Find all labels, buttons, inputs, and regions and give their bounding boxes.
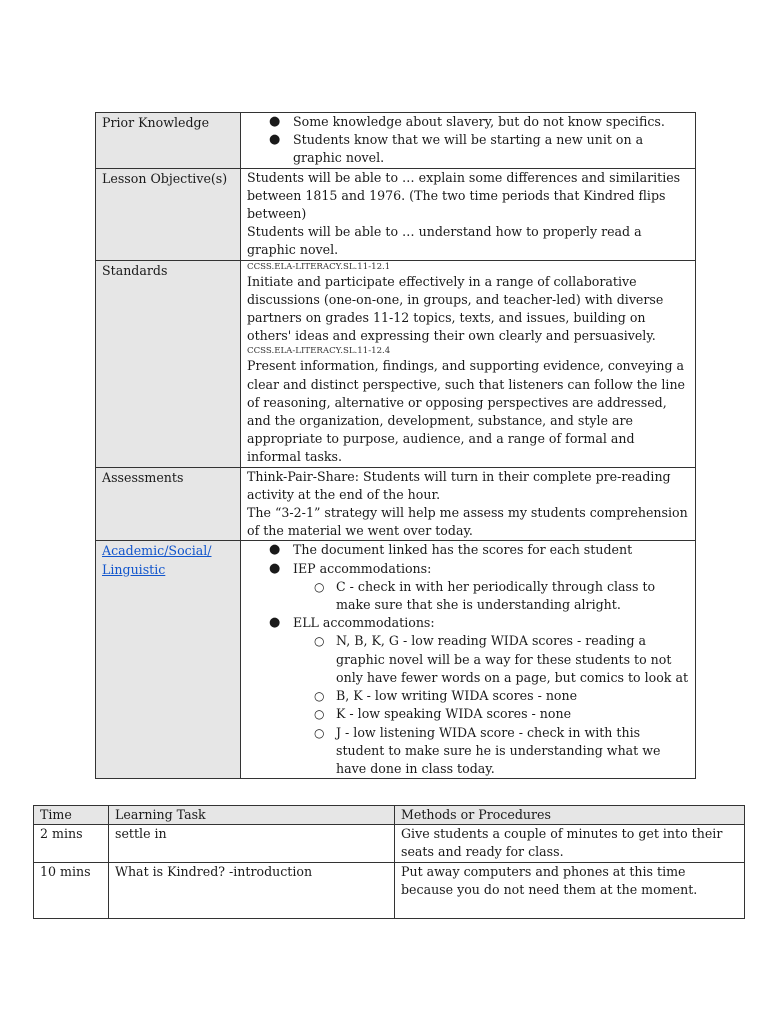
iep-heading: IEP accommodations: xyxy=(293,560,432,576)
table-header-row xyxy=(34,806,745,825)
list-item: ○ J - low listening WIDA score - check in with this student to make sure he is understanding what we have done in class today. xyxy=(336,724,691,779)
prior-knowledge-list xyxy=(247,113,691,168)
ell-sublist xyxy=(293,632,691,778)
learning-tasks-table xyxy=(33,805,745,919)
standard-text: Initiate and participate effectively in a range of collaborative discussions (one-on-one, in groups, and teacher-led) with diverse partners on grades 11-12 topics, texts, and issues, building on others' ideas and expressing their own clearly and persuasively. xyxy=(247,273,664,344)
standard-code: CCSS.ELA-LITERACY.SL.11-12.1 xyxy=(247,261,391,272)
accommodations-list xyxy=(247,541,691,778)
academic-social-linguistic-link[interactable]: Academic/Social/ Linguistic xyxy=(102,543,212,577)
assessment-text: The “3-2-1” strategy will help me assess my students comprehension of the material we went over today. xyxy=(247,505,688,539)
objectives-label: Lesson Objective(s) xyxy=(96,168,241,260)
iep-accommodations-item xyxy=(293,560,691,615)
objective-text: Students will be able to … understand how to properly read a graphic novel. xyxy=(247,224,642,258)
objective-text: Students will be able to … explain some differences and similarities between 1815 and 1976. (The two time periods that Kindred flips between) xyxy=(247,169,681,222)
ell-heading: ELL accommodations: xyxy=(293,615,435,631)
list-item: ○ B, K - low writing WIDA scores - none xyxy=(336,687,691,705)
objectives-row xyxy=(96,168,696,260)
assessments-row xyxy=(96,467,696,541)
academic-row xyxy=(96,541,696,779)
standard-text: Present information, findings, and supporting evidence, conveying a clear and distinct perspective, such that listeners can follow the line of reasoning, alternative or opposing perspectives are addressed, and the organization, development, substance, and style are appropriate to purpose, audience, and a range of formal and informal tasks. xyxy=(247,358,686,465)
list-item: ● Students know that we will be starting a new unit on a graphic novel. xyxy=(293,131,691,167)
prior-knowledge-row xyxy=(96,113,696,169)
time-header: Time xyxy=(34,806,109,825)
standard-code: CCSS.ELA-LITERACY.SL.11-12.4 xyxy=(247,346,391,357)
time-cell: 2 mins xyxy=(34,825,109,862)
standards-label: Standards xyxy=(96,260,241,467)
list-item: ○ K - low speaking WIDA scores - none xyxy=(336,705,691,723)
task-cell: What is Kindred? -introduction xyxy=(109,862,395,918)
standards-row xyxy=(96,260,696,467)
table-row xyxy=(34,862,745,918)
assessment-text: Think-Pair-Share: Students will turn in their complete pre-reading activity at the end of the hour. xyxy=(247,468,671,502)
list-item: ○ C - check in with her periodically through class to make sure that she is understanding alright. xyxy=(336,578,691,614)
learning-task-header: Learning Task xyxy=(109,806,395,825)
prior-knowledge-label: Prior Knowledge xyxy=(96,113,241,169)
method-cell: Give students a couple of minutes to get into their seats and ready for class. xyxy=(395,825,745,862)
list-item: ● Some knowledge about slavery, but do not know specifics. xyxy=(293,113,691,131)
assessments-label: Assessments xyxy=(96,467,241,541)
list-item: ● The document linked has the scores for each student xyxy=(293,541,691,559)
lesson-plan-table xyxy=(95,112,696,779)
time-cell: 10 mins xyxy=(34,862,109,918)
table-row xyxy=(34,825,745,862)
list-item: ○ N, B, K, G - low reading WIDA scores - reading a graphic novel will be a way for these students to not only have fewer words on a page, but comics to look at xyxy=(336,632,691,687)
methods-header: Methods or Procedures xyxy=(395,806,745,825)
method-cell: Put away computers and phones at this time because you do not need them at the moment. xyxy=(395,862,745,918)
ell-accommodations-item xyxy=(293,614,691,778)
iep-sublist xyxy=(293,578,691,614)
task-cell: settle in xyxy=(109,825,395,862)
